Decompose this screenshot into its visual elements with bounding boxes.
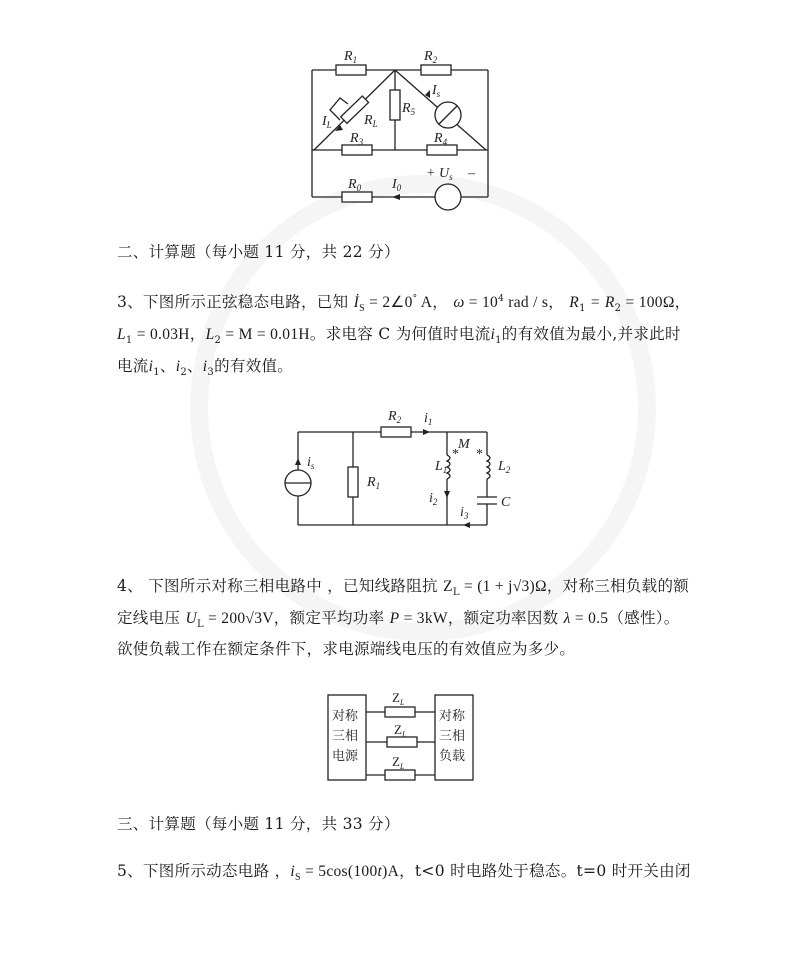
section3-heading: 三、计算题（每小题 11 分，共 33 分） (117, 815, 400, 833)
svg-text:L1: $L_1$ (435, 459, 448, 475)
svg-text:对称: 对称 (439, 708, 466, 723)
svg-text:i1: $i_1$ (424, 411, 433, 427)
q5-line1: 5、下图所示动态电路 ，$i_S = 5\cos(100t)A$，t<0 时电路处于稳态。t=0 时开关由闭 (117, 862, 691, 884)
svg-text:L2: $L_2$ (498, 459, 511, 475)
figure2-mutual-inductance-circuit (280, 400, 530, 540)
svg-text:I0: $I_0$ (392, 177, 402, 193)
svg-text:R1: $R_1$ (344, 49, 358, 65)
q4-line1: 4、 下图所示对称三相电路中 ，已知线路阻抗 $Z_L = (1 + j√3)\Omega$，对称三相负载的额 (117, 577, 690, 599)
svg-text:R2: $R_2$ (388, 409, 402, 425)
figure1-bridge-circuit (300, 40, 500, 220)
svg-text:RL: $R_L$ (364, 113, 378, 129)
svg-text:对称: 对称 (332, 708, 359, 723)
svg-text:Is: $I_s$ (432, 83, 441, 99)
svg-text:*: * (452, 447, 459, 462)
svg-text:IL: $I_L$ (322, 114, 332, 130)
q3-line1: 3、下图所示正弦稳态电路，已知 $İ_S$ = 2∠0° A， $\omega = 10^4$ rad / s， $R_1 = R_2 = 100\Omega$， (117, 293, 691, 315)
svg-text:is: $i_s$ (307, 455, 315, 471)
svg-text:ZL: $Z_L$ (392, 690, 405, 707)
svg-text:i2: $i_2$ (429, 491, 438, 507)
svg-text:R1: $R_1$ (367, 475, 381, 491)
svg-text:ZL: $Z_L$ (392, 754, 405, 771)
svg-text:–: – (468, 166, 475, 181)
q4-line3: 欲使负载工作在额定条件下，求电源端线电压的有效值应为多少。 (117, 640, 576, 658)
svg-text:M: M (458, 437, 470, 452)
figure3-three-phase-diagram (310, 680, 490, 790)
q3-line3: 电流$i_1$、$i_2$、$i_3$的有效值。 (117, 357, 294, 379)
section2-heading: 二、计算题（每小题 11 分，共 22 分） (117, 243, 400, 261)
svg-text:*: * (476, 447, 483, 462)
svg-text:R3: $R_3$ (350, 131, 364, 147)
svg-text:R5: $R_5$ (402, 101, 416, 117)
svg-text:负载: 负载 (439, 748, 466, 763)
svg-text:i3: $i_3$ (460, 505, 469, 521)
svg-text:ZL: $Z_L$ (394, 722, 407, 739)
svg-text:R0: $R_0$ (348, 177, 362, 193)
svg-text:电源: 电源 (332, 748, 359, 763)
q3-line2: $L_1 = 0.03H$，$L_2 = M = 0.01H$。求电容 C 为何值时电流$i_1$的有效值为最小,并求此时 (117, 325, 681, 347)
q4-line2: 定线电压 $U_L = 200√3V$，额定平均功率 P = 3kW，额定功率因数 λ = 0.5（感性）。 (117, 609, 680, 631)
svg-text:+ Us: + $U_s$ (426, 166, 453, 182)
svg-text:三相: 三相 (332, 728, 359, 743)
svg-text:C: C (501, 495, 511, 510)
svg-text:三相: 三相 (439, 728, 466, 743)
svg-text:R4: $R_4$ (434, 131, 448, 147)
svg-text:R2: $R_2$ (424, 49, 438, 65)
